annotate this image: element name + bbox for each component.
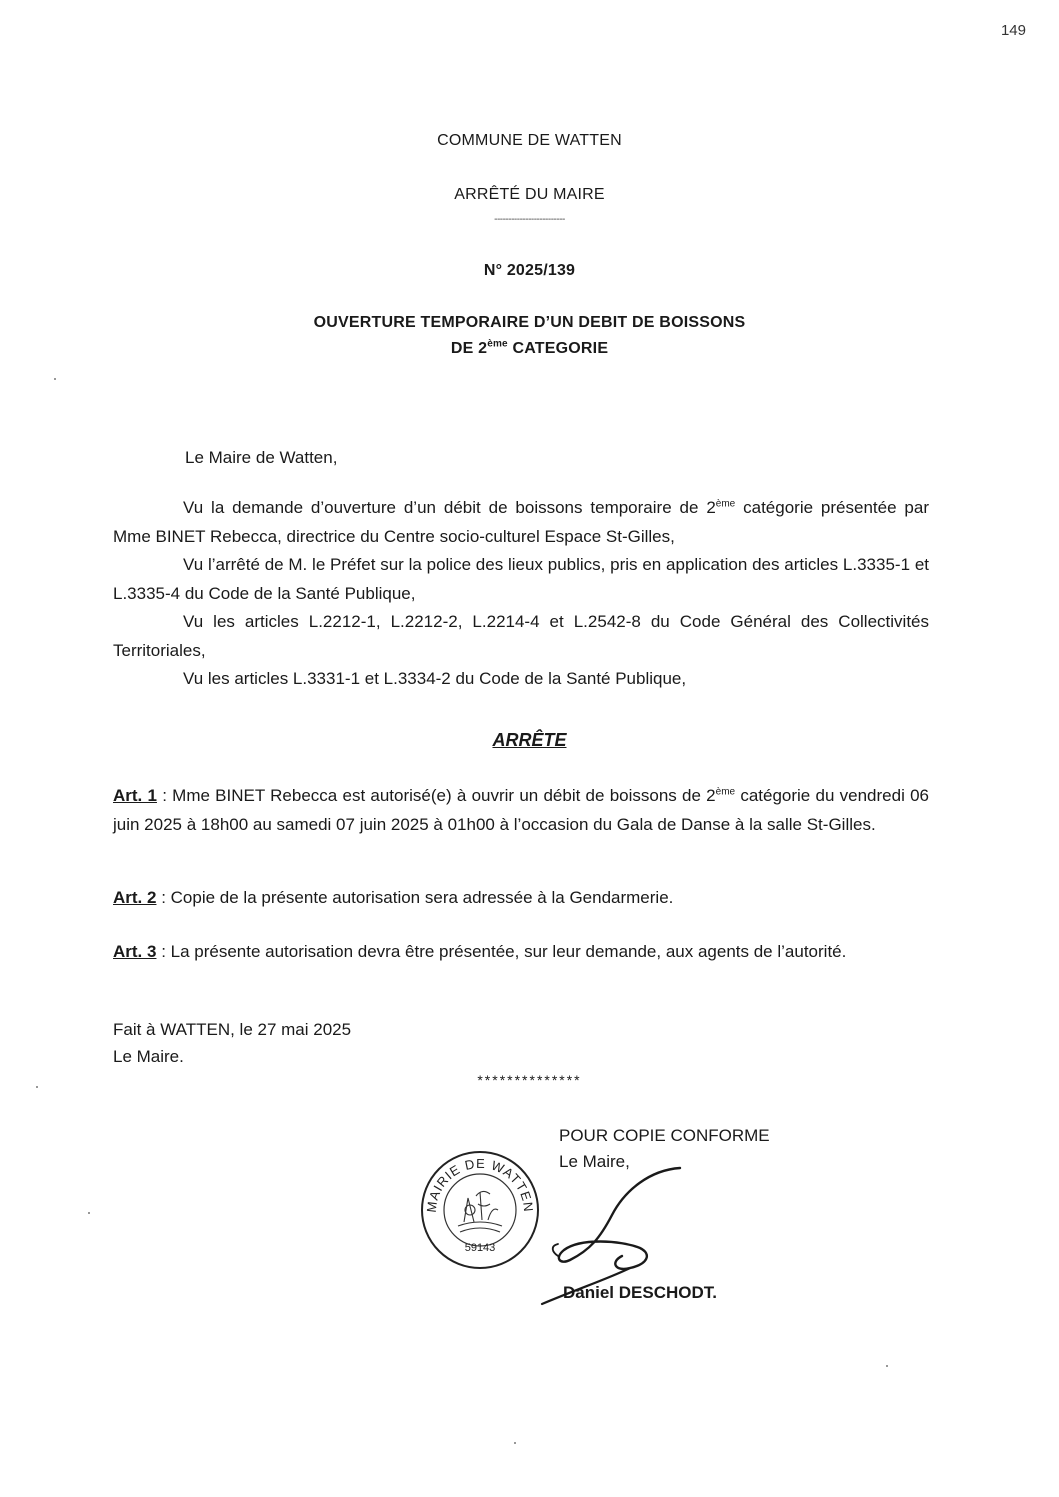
- article-2: [113, 884, 929, 913]
- stamp-postal-code: 59143: [464, 1242, 496, 1254]
- consideration-1-part2: catégorie présentée par Mme BINET Rebecca, directrice du Centre socio-culturel Espace St-Gilles,: [113, 498, 929, 546]
- article-2-text: : Copie de la présente autorisation sera adressée à la Gendarmerie.: [156, 888, 674, 907]
- signature-stroke-upper: [559, 1168, 680, 1269]
- stars-separator: **************: [477, 1072, 582, 1088]
- consideration-3: Vu les articles L.2212-1, L.2212-2, L.2214-4 et L.2542-8 du Code Général des Collectivités Territoriales,: [113, 612, 929, 660]
- stamp-top-text: MAIRIE DE WATTEN: [423, 1155, 537, 1214]
- copie-le-maire: Le Maire,: [559, 1152, 630, 1171]
- considerations-block: [113, 494, 929, 694]
- article-3-text: : La présente autorisation devra être présentée, sur leur demande, aux agents de l’autorité.: [156, 942, 847, 961]
- article-1-part2: catégorie du vendredi 06 juin 2025 à 18h00 au samedi 07 juin 2025 à 01h00 à l’occasion du Gala de Danse à la salle St-Gilles.: [113, 786, 929, 834]
- fait-a-watten: Fait à WATTEN, le 27 mai 2025: [113, 1020, 352, 1039]
- pour-copie-conforme: POUR COPIE CONFORME: [559, 1126, 770, 1145]
- signatory-name: Daniel DESCHODT.: [563, 1283, 717, 1302]
- article-1-sup: ème: [715, 786, 736, 798]
- salutation: Le Maire de Watten,: [185, 448, 338, 467]
- subject-line-1: OUVERTURE TEMPORAIRE D’UN DEBIT DE BOISSONS: [313, 314, 746, 331]
- article-3: [113, 938, 929, 967]
- consideration-4: Vu les articles L.3331-1 et L.3334-2 du Code de la Santé Publique,: [183, 669, 687, 688]
- arrete-heading: ARRÊTE: [492, 730, 567, 750]
- article-2-label: Art. 2: [113, 888, 157, 907]
- mairie-stamp: [418, 1148, 542, 1272]
- signature-stroke-loop: [553, 1244, 558, 1256]
- article-1-part1: : Mme BINET Rebecca est autorisé(e) à ouvrir un débit de boissons de 2: [156, 786, 716, 805]
- scan-speck: [886, 1365, 888, 1367]
- consideration-2: Vu l’arrêté de M. le Préfet sur la police des lieux publics, pris en application des articles L.3335-1 et L.3335-4 du Code de la Santé Publique,: [113, 555, 929, 603]
- arrete-number: N° 2025/139: [483, 262, 576, 279]
- scan-speck: [54, 378, 56, 380]
- consideration-1: [113, 494, 929, 551]
- consideration-1-sup: ème: [715, 498, 736, 510]
- page-number: 149: [1000, 22, 1026, 39]
- scan-speck: [514, 1442, 516, 1444]
- article-1-label: Art. 1: [113, 786, 157, 805]
- article-3-label: Art. 3: [113, 942, 157, 961]
- commune-title: COMMUNE DE WATTEN: [437, 132, 622, 149]
- stamp-inner-ring: [444, 1174, 516, 1246]
- subject-line-2-sup: ème: [487, 338, 508, 350]
- subject-line-2-suffix: CATEGORIE: [507, 340, 609, 357]
- arrete-du-maire-title: ARRÊTÉ DU MAIRE: [454, 186, 605, 203]
- consideration-1-part1: Vu la demande d’ouverture d’un débit de boissons temporaire de 2: [183, 498, 716, 517]
- subject-line-2-prefix: DE 2: [450, 340, 488, 357]
- title-separator: -------------------------: [494, 214, 565, 225]
- scan-speck: [88, 1212, 90, 1214]
- stamp-emblem: [458, 1191, 502, 1232]
- subject-line-2: [0, 340, 1059, 358]
- closing-le-maire: Le Maire.: [113, 1047, 184, 1066]
- article-1: [113, 782, 929, 839]
- scan-speck: [36, 1086, 38, 1088]
